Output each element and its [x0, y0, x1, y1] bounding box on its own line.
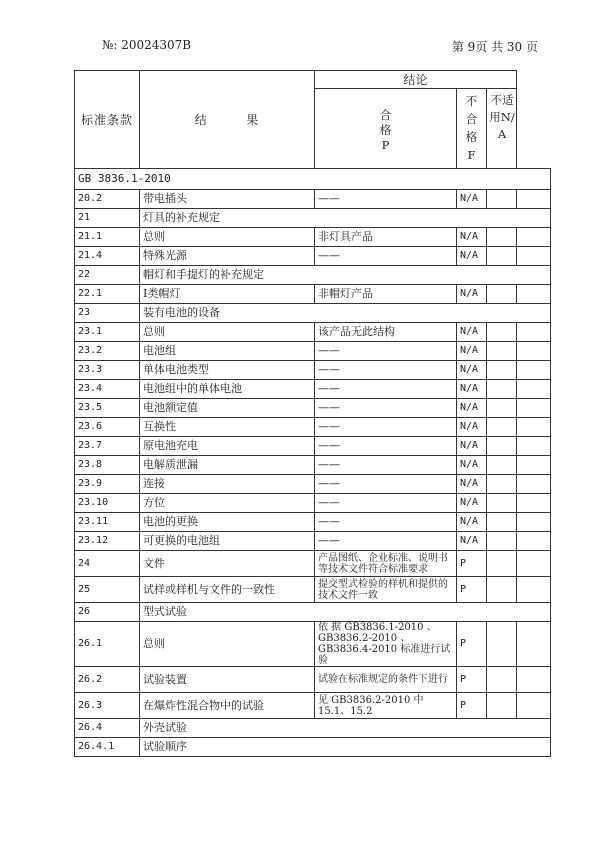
verdict-na: [517, 693, 551, 719]
table-row: [75, 304, 551, 323]
verdict-fail: [487, 693, 517, 719]
header-pass-label: 合格P: [379, 107, 392, 152]
clause-number: 23.11: [75, 513, 140, 532]
clause-title: 互换性: [140, 418, 315, 437]
verdict-pass: N/A: [457, 532, 487, 551]
verdict-pass: P: [457, 693, 487, 719]
table-row: [75, 513, 551, 532]
clause-number: 26.4: [75, 719, 140, 738]
clause-number: 25: [75, 577, 140, 603]
header-conclusion: 结论: [315, 71, 517, 89]
clause-title: 装有电池的设备: [140, 304, 551, 323]
clause-number: 23.6: [75, 418, 140, 437]
verdict-pass: P: [457, 577, 487, 603]
table-row: [75, 603, 551, 622]
result-cell: ——: [315, 190, 457, 209]
clause-number: 23.9: [75, 475, 140, 494]
clause-number: 26.1: [75, 622, 140, 667]
table-row: [75, 361, 551, 380]
header-clause: 标准条款: [75, 71, 140, 169]
table-row: [75, 667, 551, 693]
clause-number: 23: [75, 304, 140, 323]
result-cell: ——: [315, 437, 457, 456]
clause-title: 电池的更换: [140, 513, 315, 532]
clause-title: 试验顺序: [140, 738, 551, 757]
clause-title: 特殊光源: [140, 247, 315, 266]
clause-title: 总则: [140, 228, 315, 247]
table-row: [75, 323, 551, 342]
clause-number: 26: [75, 603, 140, 622]
verdict-fail: [487, 494, 517, 513]
verdict-na: [517, 494, 551, 513]
clause-number: 21: [75, 209, 140, 228]
table-row: [75, 719, 551, 738]
verdict-fail: [487, 551, 517, 577]
verdict-na: [517, 342, 551, 361]
clause-number: 21.1: [75, 228, 140, 247]
verdict-fail: [487, 228, 517, 247]
verdict-fail: [487, 190, 517, 209]
header-result: [140, 71, 315, 169]
verdict-pass: N/A: [457, 190, 487, 209]
clause-title: 原电池充电: [140, 437, 315, 456]
clause-title: 电池组: [140, 342, 315, 361]
verdict-na: [517, 622, 551, 667]
verdict-na: [517, 667, 551, 693]
verdict-pass: N/A: [457, 418, 487, 437]
header-fail-label: 不合格F: [465, 94, 478, 162]
verdict-na: [517, 399, 551, 418]
result-cell: ——: [315, 380, 457, 399]
result-cell: 依 据 GB3836.1-2010 、GB3836.2-2010 、GB3836.4-2010 标准进行试验: [315, 622, 457, 667]
verdict-na: [517, 532, 551, 551]
clause-title: 文件: [140, 551, 315, 577]
clause-title: Ⅰ类帽灯: [140, 285, 315, 304]
result-cell: ——: [315, 342, 457, 361]
result-cell: 该产品无此结构: [315, 323, 457, 342]
verdict-pass: N/A: [457, 247, 487, 266]
clause-number: 23.4: [75, 380, 140, 399]
clause-title: 型式试验: [140, 603, 551, 622]
verdict-fail: [487, 532, 517, 551]
result-cell: ——: [315, 418, 457, 437]
verdict-pass: N/A: [457, 380, 487, 399]
verdict-na: [517, 513, 551, 532]
clause-number: 23.1: [75, 323, 140, 342]
result-cell: 非帽灯产品: [315, 285, 457, 304]
header-na-label: 不适用N/A: [489, 93, 515, 141]
verdict-pass: P: [457, 622, 487, 667]
verdict-na: [517, 475, 551, 494]
verdict-pass: P: [457, 667, 487, 693]
clause-title: 外壳试验: [140, 719, 551, 738]
result-cell: 见 GB3836.2-2010 中 15.1、15.2: [315, 693, 457, 719]
verdict-na: [517, 380, 551, 399]
table-row: [75, 437, 551, 456]
verdict-fail: [487, 456, 517, 475]
verdict-pass: N/A: [457, 475, 487, 494]
table-row: [75, 577, 551, 603]
result-cell: 产品图纸、企业标准、说明书等技术文件符合标准要求: [315, 551, 457, 577]
table-row: [75, 266, 551, 285]
clause-title: 电解质泄漏: [140, 456, 315, 475]
header-fail: [457, 89, 487, 169]
clause-title: 帽灯和手提灯的补充规定: [140, 266, 551, 285]
clause-title: 带电插头: [140, 190, 315, 209]
clause-title: 电池组中的单体电池: [140, 380, 315, 399]
table-row: [75, 285, 551, 304]
verdict-pass: P: [457, 551, 487, 577]
clause-number: 23.8: [75, 456, 140, 475]
table-row: [75, 342, 551, 361]
result-cell: ——: [315, 494, 457, 513]
clause-number: 23.5: [75, 399, 140, 418]
clause-title: 可更换的电池组: [140, 532, 315, 551]
table-row: [75, 693, 551, 719]
clause-title: 总则: [140, 323, 315, 342]
verdict-na: [517, 418, 551, 437]
verdict-pass: N/A: [457, 361, 487, 380]
result-cell: ——: [315, 361, 457, 380]
table-row: [75, 551, 551, 577]
result-cell: ——: [315, 247, 457, 266]
table-row: [75, 622, 551, 667]
verdict-fail: [487, 247, 517, 266]
verdict-fail: [487, 399, 517, 418]
table-row: [75, 456, 551, 475]
verdict-fail: [487, 622, 517, 667]
standard-title: GB 3836.1-2010: [75, 169, 551, 190]
table-row: [75, 418, 551, 437]
verdict-na: [517, 228, 551, 247]
table-row: [75, 494, 551, 513]
verdict-fail: [487, 342, 517, 361]
result-cell: 非灯具产品: [315, 228, 457, 247]
table-row: [75, 209, 551, 228]
clause-number: 24: [75, 551, 140, 577]
table-row: [75, 247, 551, 266]
verdict-fail: [487, 437, 517, 456]
report-number: №: 20024307B: [102, 38, 192, 52]
verdict-fail: [487, 380, 517, 399]
verdict-fail: [487, 361, 517, 380]
table-row: [75, 228, 551, 247]
clause-number: 23.7: [75, 437, 140, 456]
verdict-fail: [487, 323, 517, 342]
verdict-pass: N/A: [457, 342, 487, 361]
clause-title: 电池额定值: [140, 399, 315, 418]
table-row: [75, 190, 551, 209]
clause-number: 22: [75, 266, 140, 285]
verdict-fail: [487, 513, 517, 532]
verdict-na: [517, 247, 551, 266]
header-na: [487, 89, 517, 169]
clause-number: 23.3: [75, 361, 140, 380]
verdict-na: [517, 577, 551, 603]
result-cell: 提交型式检验的样机和提供的技术文件一致: [315, 577, 457, 603]
table-row: [75, 532, 551, 551]
verdict-fail: [487, 577, 517, 603]
header-pass: [315, 89, 457, 169]
clause-number: 23.10: [75, 494, 140, 513]
clause-title: 在爆炸性混合物中的试验: [140, 693, 315, 719]
verdict-na: [517, 285, 551, 304]
verdict-pass: N/A: [457, 399, 487, 418]
result-cell: ——: [315, 399, 457, 418]
table-row: [75, 380, 551, 399]
clause-number: 26.4.1: [75, 738, 140, 757]
clause-title: 方位: [140, 494, 315, 513]
clause-number: 23.2: [75, 342, 140, 361]
verdict-fail: [487, 667, 517, 693]
verdict-pass: N/A: [457, 228, 487, 247]
result-cell: ——: [315, 513, 457, 532]
table-row: [75, 738, 551, 757]
verdict-pass: N/A: [457, 285, 487, 304]
page-info: 第 9页 共 30 页: [451, 40, 538, 54]
verdict-pass: N/A: [457, 456, 487, 475]
clause-number: 21.4: [75, 247, 140, 266]
clause-number: 26.2: [75, 667, 140, 693]
verdict-fail: [487, 475, 517, 494]
result-cell: ——: [315, 456, 457, 475]
header-result-label: 结 果: [194, 112, 260, 127]
clause-title: 试样或样机与文件的一致性: [140, 577, 315, 603]
clause-title: 试验装置: [140, 667, 315, 693]
verdict-pass: N/A: [457, 513, 487, 532]
table-row: [75, 475, 551, 494]
clause-title: 连接: [140, 475, 315, 494]
verdict-na: [517, 361, 551, 380]
table-row: [75, 399, 551, 418]
clause-title: 总则: [140, 622, 315, 667]
result-cell: ——: [315, 532, 457, 551]
clause-title: 灯具的补充规定: [140, 209, 551, 228]
clause-number: 26.3: [75, 693, 140, 719]
verdict-na: [517, 323, 551, 342]
clause-number: 22.1: [75, 285, 140, 304]
verdict-fail: [487, 418, 517, 437]
clause-table: [74, 70, 551, 757]
clause-number: 23.12: [75, 532, 140, 551]
result-cell: 试验在标准规定的条件下进行: [315, 667, 457, 693]
clause-number: 20.2: [75, 190, 140, 209]
verdict-na: [517, 456, 551, 475]
verdict-fail: [487, 285, 517, 304]
verdict-pass: N/A: [457, 494, 487, 513]
verdict-na: [517, 437, 551, 456]
verdict-pass: N/A: [457, 437, 487, 456]
verdict-na: [517, 551, 551, 577]
verdict-na: [517, 190, 551, 209]
clause-title: 单体电池类型: [140, 361, 315, 380]
result-cell: ——: [315, 475, 457, 494]
verdict-pass: N/A: [457, 323, 487, 342]
